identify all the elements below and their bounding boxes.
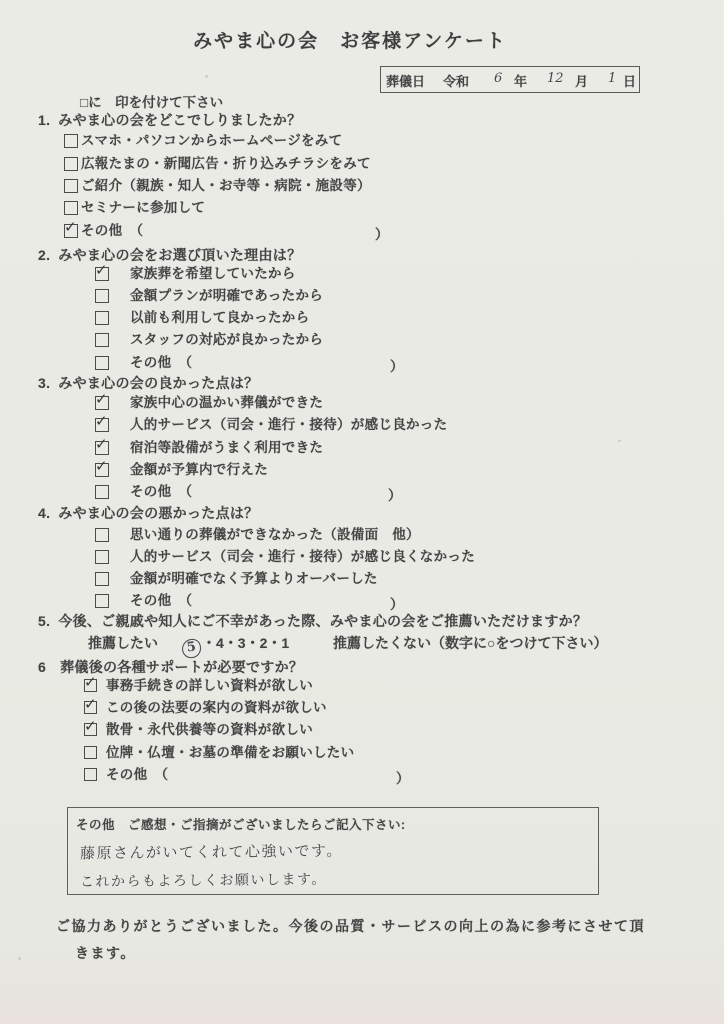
question-text: みやま心の会の悪かった点は？ [58, 505, 259, 521]
option-label: ご紹介（親族・知人・お寺等・病院・施設等） [81, 178, 371, 193]
checkbox-icon [84, 674, 97, 692]
date-label: 葬儀日 [386, 74, 426, 89]
question-2-header [38, 245, 301, 265]
option-row [64, 133, 342, 148]
option-row [64, 200, 205, 215]
checkbox-icon [64, 219, 78, 238]
option-row [95, 288, 323, 303]
option-row [84, 674, 313, 693]
option-label: スタッフの対応が良かったから [130, 332, 324, 347]
question-number: 4. [38, 505, 51, 521]
checkbox-icon [95, 262, 109, 281]
paren-close: ） [396, 771, 410, 786]
scale-numbers: ・4・3・2・1 [202, 635, 290, 651]
option-label: 散骨・永代供養等の資料が欲しい [106, 722, 313, 737]
option-row [64, 156, 371, 171]
checkmark-icon: ✓ [95, 262, 108, 279]
checkbox-icon [95, 289, 109, 303]
checkbox-icon [95, 311, 109, 325]
scan-speck [205, 75, 208, 78]
checkbox-icon [95, 391, 109, 410]
question-3-header [38, 373, 258, 393]
checkmark-icon: ✓ [95, 436, 108, 453]
question-5-header [38, 611, 587, 631]
option-row-other [95, 484, 192, 499]
option-row [95, 436, 324, 455]
option-row [95, 549, 475, 564]
checkbox-icon [95, 356, 109, 370]
checkbox-icon [95, 594, 109, 608]
day-value: 1 [608, 71, 617, 86]
question-number: 2. [38, 247, 51, 263]
option-label: その他 （ [130, 593, 193, 608]
paren-close: ） [375, 227, 389, 242]
option-label: その他 （ [130, 355, 193, 370]
comment-box-label: その他 ご感想・ご指摘がございましたらご記入下さい: [76, 818, 406, 832]
option-row-other [95, 593, 192, 608]
month-unit: 月 [575, 74, 589, 89]
option-label: 広報たまの・新聞広告・折り込みチラシをみて [81, 156, 371, 171]
checkmark-icon: ✓ [95, 458, 108, 475]
recommend-scale [182, 633, 289, 658]
checkbox-icon [64, 157, 78, 171]
question-text: みやま心の会の良かった点は？ [58, 375, 259, 391]
checkmark-icon: ✓ [84, 674, 97, 691]
checkbox-icon [95, 550, 109, 564]
closing-message-line-2: きます。 [75, 945, 136, 961]
checkbox-icon [95, 413, 109, 432]
checkmark-icon: ✓ [84, 718, 97, 735]
recommend-scale-left-label: 推薦したい [88, 635, 158, 651]
option-label: 金額が予算内で行えた [130, 462, 268, 477]
option-row [95, 571, 378, 586]
option-label: セミナーに参加して [81, 200, 206, 215]
checkbox-icon [95, 333, 109, 347]
question-number: 6 [38, 659, 47, 675]
option-label: その他 （ [130, 484, 193, 499]
paren-close: ） [388, 488, 402, 503]
question-text: 葬儀後の各種サポートが必要ですか？ [60, 659, 304, 675]
handwritten-comment-line-1: 藤原さんがいてくれて心強いです。 [79, 842, 343, 863]
option-label: 家族中心の温かい葬儀ができた [130, 395, 324, 410]
recommend-scale-right-label: 推薦したくない（数字に○をつけて下さい） [333, 635, 608, 651]
month-value: 12 [547, 71, 564, 86]
year-value: 6 [494, 71, 503, 86]
checkbox-icon [84, 746, 97, 759]
paren-close: ） [390, 359, 404, 374]
page-title: みやま心の会 お客様アンケート [193, 31, 507, 52]
option-label: スマホ・パソコンからホームページをみて [81, 133, 343, 148]
option-row [95, 413, 448, 432]
checkbox-icon [84, 768, 97, 781]
checkbox-icon [95, 485, 109, 499]
option-label: 宿泊等設備がうまく利用できた [130, 440, 324, 455]
question-6-header [38, 657, 303, 677]
paren-close: ） [390, 597, 404, 612]
checkbox-icon [64, 201, 78, 215]
option-row [64, 178, 371, 193]
closing-message-line-1: ご協力ありがとうございました。今後の品質・サービスの向上の為に参考にさせて頂 [56, 918, 645, 934]
question-number: 3. [38, 375, 51, 391]
option-label: その他 （ [106, 767, 169, 782]
option-label: その他 （ [81, 223, 144, 238]
option-row [95, 262, 296, 281]
option-row [95, 458, 268, 477]
fill-instruction: □に 印を付けて下さい [80, 95, 224, 110]
option-label: 人的サービス（司会・進行・接待）が感じ良かった [130, 417, 448, 432]
option-label: 以前も利用して良かったから [130, 310, 310, 325]
era-label: 令和 [443, 74, 470, 89]
option-label: 事務手続きの詳しい資料が欲しい [106, 678, 313, 693]
option-row-other [95, 355, 192, 370]
option-row [95, 391, 324, 410]
checkbox-icon [95, 436, 109, 455]
option-label: 位牌・仏壇・お墓の準備をお願いしたい [106, 745, 355, 760]
funeral-date-box [380, 66, 640, 93]
circled-rating-5: 5 [181, 638, 202, 659]
question-1-header [38, 110, 301, 130]
option-row [95, 332, 323, 347]
day-unit: 日 [623, 74, 637, 89]
option-label: 家族葬を希望していたから [130, 266, 296, 281]
option-row-other [64, 219, 144, 238]
checkmark-icon: ✓ [95, 413, 108, 430]
scan-speck [618, 440, 621, 442]
checkbox-icon [64, 134, 78, 148]
option-label: 人的サービス（司会・進行・接待）が感じ良くなかった [130, 549, 475, 564]
question-text: みやま心の会をお選び頂いた理由は？ [58, 247, 302, 263]
question-4-header [38, 503, 258, 523]
checkmark-icon: ✓ [95, 391, 108, 408]
scan-speck [18, 957, 21, 960]
checkmark-icon: ✓ [64, 219, 77, 236]
option-row [84, 718, 313, 737]
option-label: 思い通りの葬儀ができなかった（設備面 他） [130, 527, 420, 542]
question-text: 今後、ご親戚や知人にご不幸があった際、みやま心の会をご推薦いただけますか？ [58, 613, 588, 629]
question-number: 5. [38, 613, 51, 629]
question-text: みやま心の会をどこでしりましたか？ [58, 112, 302, 128]
handwritten-comment-line-2: これからもよろしくお願いします。 [79, 870, 327, 890]
checkmark-icon: ✓ [84, 696, 97, 713]
option-label: 金額プランが明確であったから [130, 288, 324, 303]
option-label: この後の法要の案内の資料が欲しい [106, 700, 327, 715]
question-number: 1. [38, 112, 51, 128]
option-row-other [84, 767, 168, 782]
checkbox-icon [95, 528, 109, 542]
option-label: 金額が明確でなく予算よりオーバーした [130, 571, 378, 586]
free-comment-box [67, 807, 599, 895]
option-row [95, 527, 420, 542]
option-row [95, 310, 309, 325]
checkbox-icon [84, 696, 97, 714]
checkbox-icon [95, 458, 109, 477]
checkbox-icon [95, 572, 109, 586]
checkbox-icon [64, 179, 78, 193]
option-row [84, 745, 354, 760]
checkbox-icon [84, 718, 97, 736]
year-unit: 年 [514, 74, 528, 89]
option-row [84, 696, 327, 715]
